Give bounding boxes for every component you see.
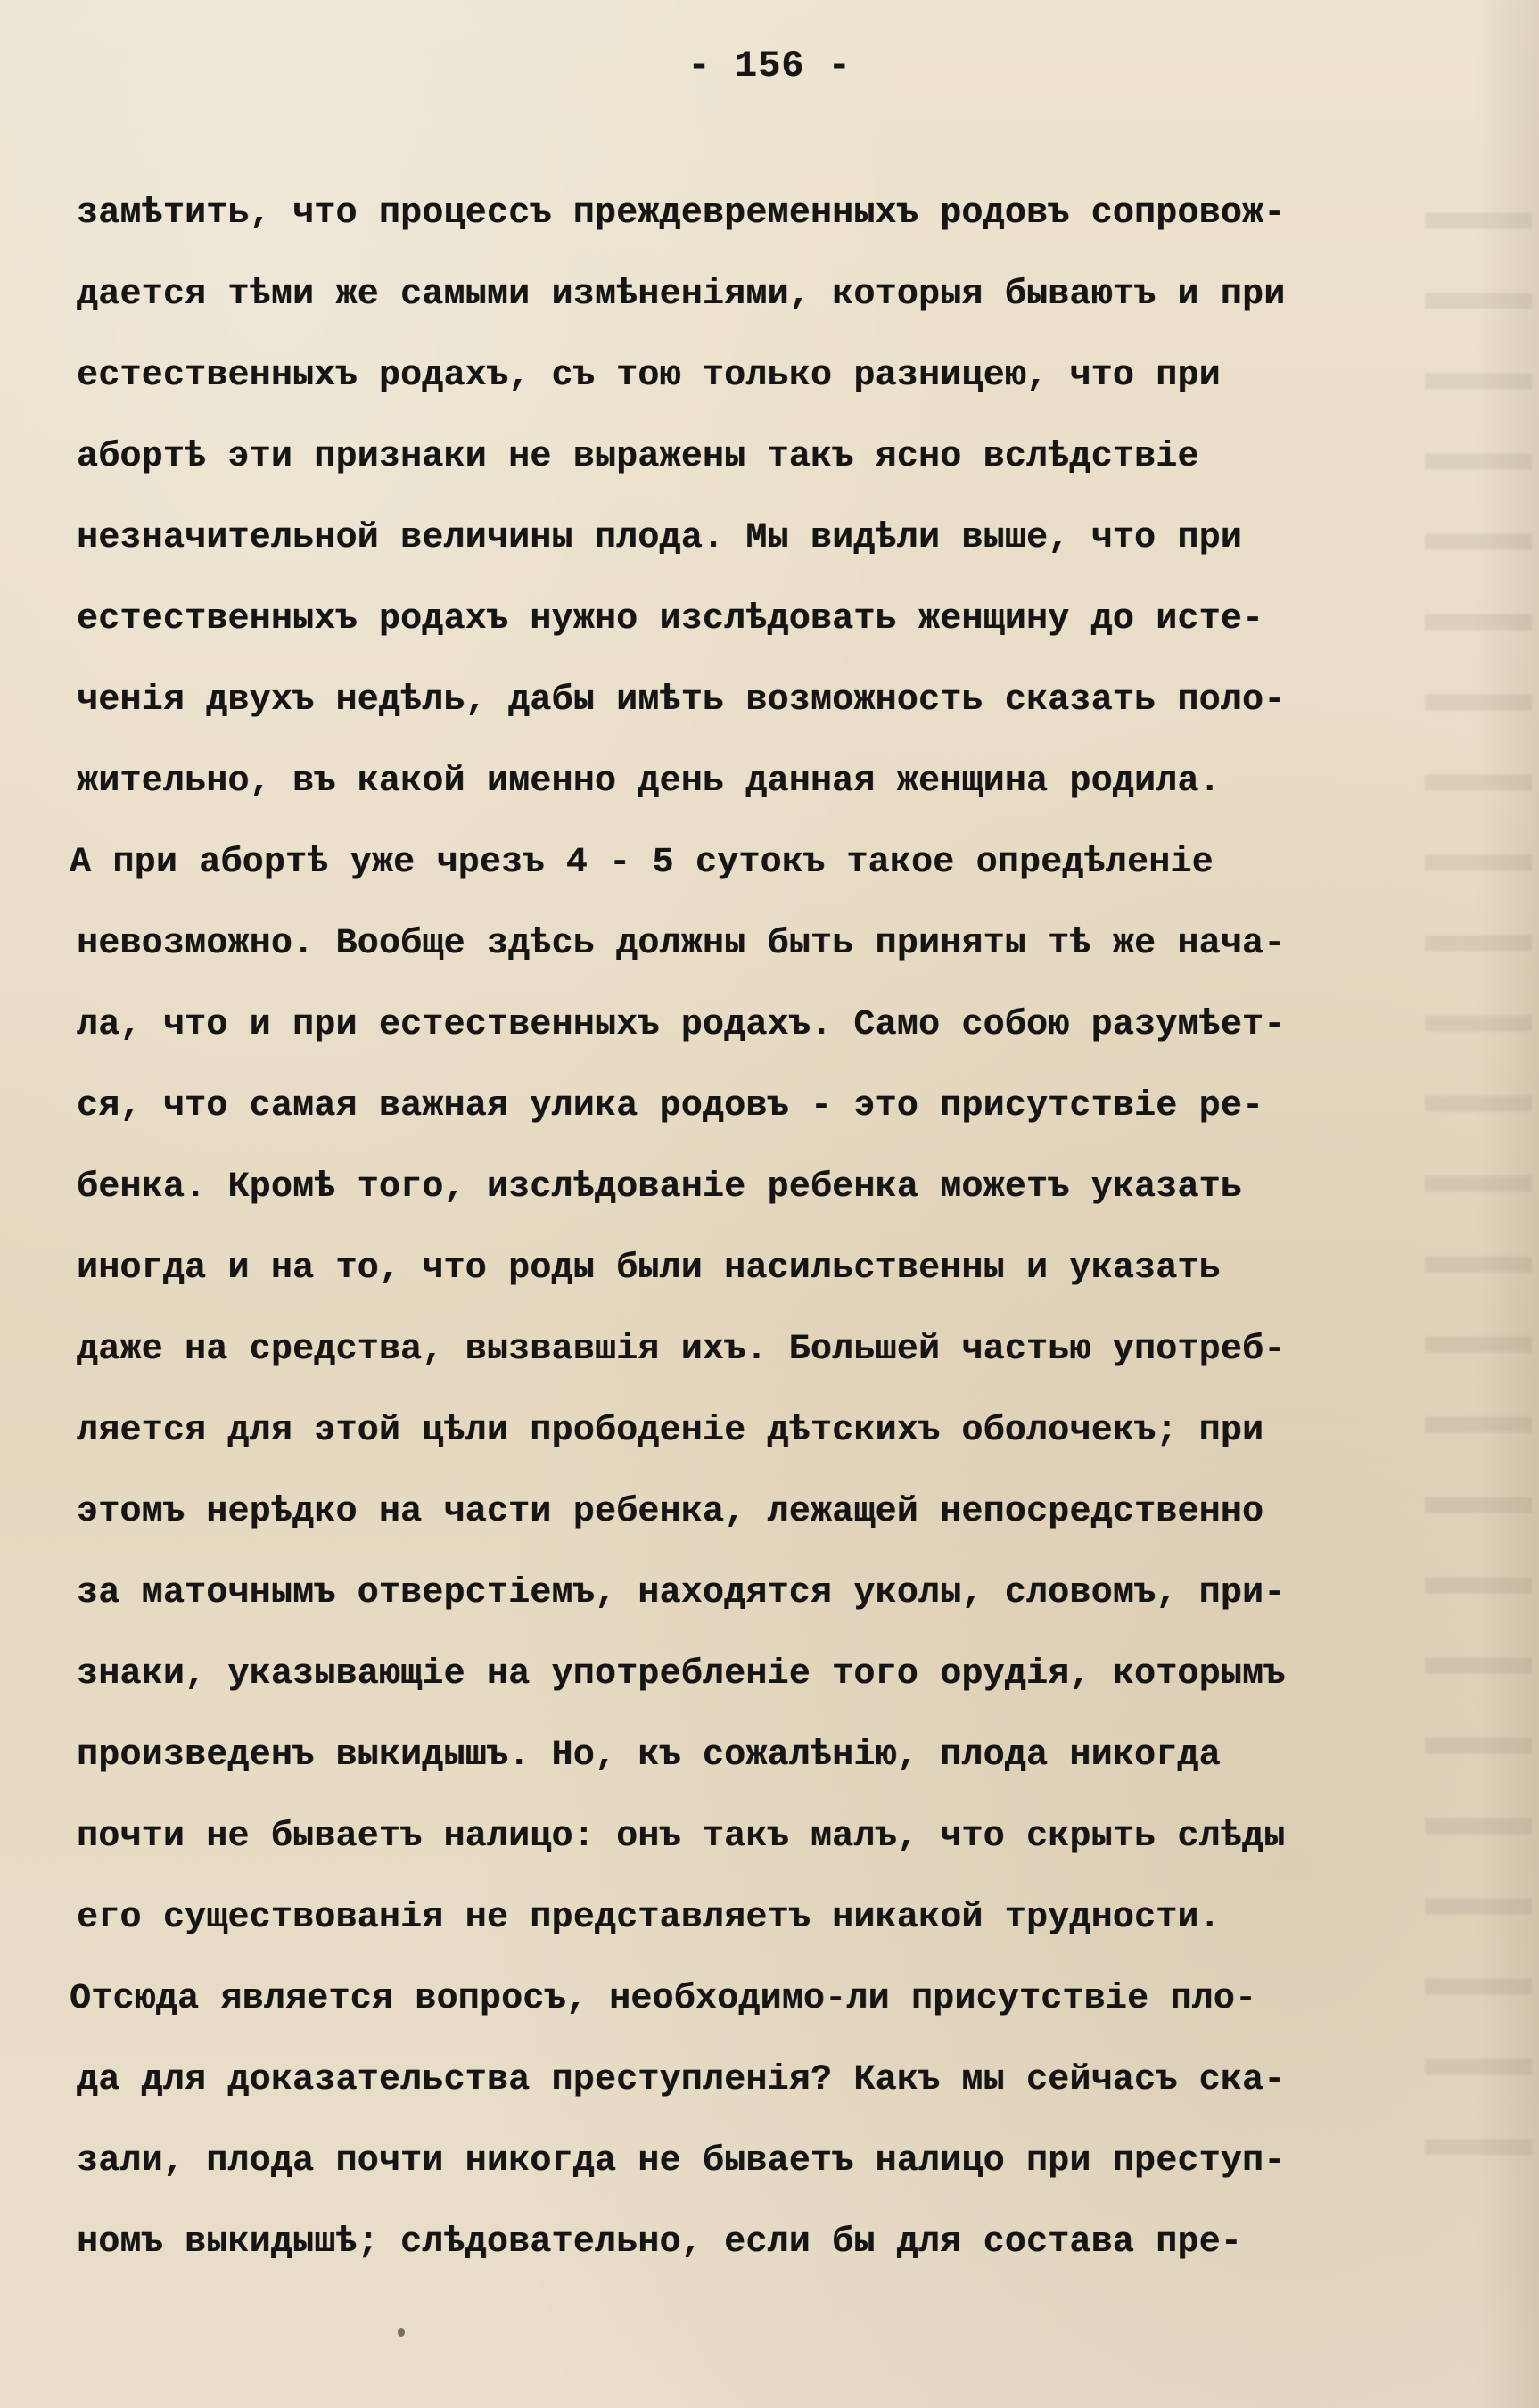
page-edge-shadow <box>1477 0 1539 2408</box>
text-line: ся, что самая важная улика родовъ - это присутствiе ре- <box>77 1086 1264 1126</box>
text-line: иногда и на то, что роды были насильственны и указать <box>77 1249 1221 1289</box>
text-line: ляется для этой цѣли прободенiе дѣтскихъ оболочекъ; при <box>77 1411 1264 1451</box>
text-line: его существованiя не представляетъ никакой трудности. <box>77 1898 1221 1938</box>
text-line: номъ выкидышѣ; слѣдовательно, если бы для состава пре- <box>77 2222 1243 2263</box>
text-line: естественныхъ родахъ, съ тою только разницею, что при <box>77 356 1221 396</box>
text-line: А при абортѣ уже чрезъ 4 - 5 сутокъ такое опредѣленiе <box>70 843 1214 883</box>
text-line: даже на средства, вызвавшiя ихъ. Большей частью употреб- <box>77 1330 1286 1370</box>
text-line: за маточнымъ отверстiемъ, находятся уколы, словомъ, при- <box>77 1573 1286 1613</box>
ink-spot <box>398 2328 405 2337</box>
text-line: произведенъ выкидышъ. Но, къ сожалѣнiю, плода никогда <box>77 1736 1221 1776</box>
text-line: замѣтить, что процессъ преждевременныхъ родовъ сопровож- <box>77 194 1286 234</box>
text-line: абортѣ эти признаки не выражены такъ ясно вслѣдствiе <box>77 437 1199 477</box>
text-line: этомъ нерѣдко на части ребенка, лежащей непосредственно <box>77 1492 1264 1532</box>
body-text <box>70 173 1468 2283</box>
page-number: - 156 - <box>687 45 852 87</box>
text-line: дается тѣми же самыми измѣненiями, которыя бываютъ и при <box>77 275 1286 315</box>
text-line: жительно, въ какой именно день данная женщина родила. <box>77 762 1221 802</box>
text-line: незначительной величины плода. Мы видѣли выше, что при <box>77 518 1243 558</box>
text-line: ченiя двухъ недѣль, дабы имѣть возможность сказать поло- <box>77 680 1286 721</box>
text-line: да для доказательства преступленiя? Какъ мы сейчасъ ска- <box>77 2060 1286 2100</box>
text-line: естественныхъ родахъ нужно изслѣдовать женщину до исте- <box>77 599 1264 639</box>
text-line: невозможно. Вообще здѣсь должны быть приняты тѣ же нача- <box>77 924 1286 964</box>
text-line: бенка. Кромѣ того, изслѣдованiе ребенка можетъ указать <box>77 1167 1243 1208</box>
text-line: ла, что и при естественныхъ родахъ. Само собою разумѣет- <box>77 1005 1286 1045</box>
text-line: Отсюда является вопросъ, необходимо-ли присутствiе пло- <box>70 1979 1257 2019</box>
text-line: знаки, указывающiе на употребленiе того орудiя, которымъ <box>77 1654 1286 1695</box>
text-line: почти не бываетъ налицо: онъ такъ малъ, что скрыть слѣды <box>77 1817 1286 1857</box>
text-line: зали, плода почти никогда не бываетъ налицо при преступ- <box>77 2141 1286 2181</box>
